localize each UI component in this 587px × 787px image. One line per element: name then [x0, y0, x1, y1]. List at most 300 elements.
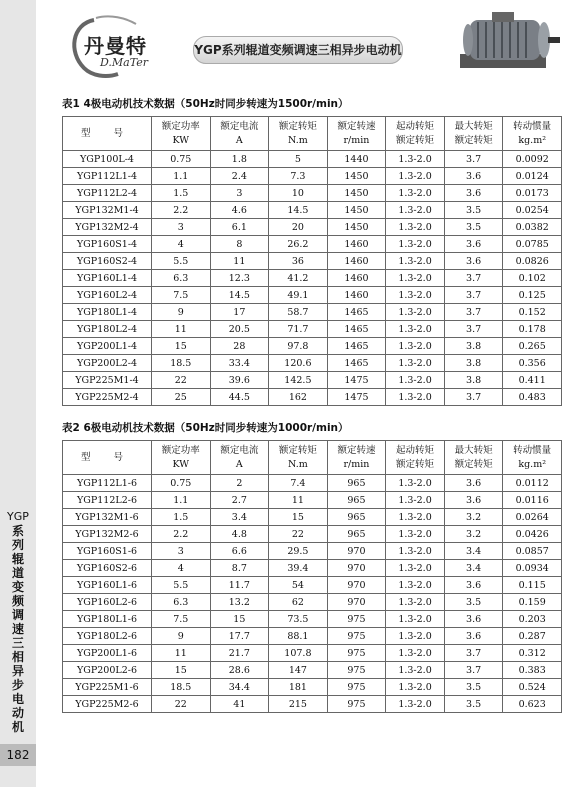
column-header-unit: kg.m² — [518, 458, 547, 470]
column-header-unit: 额定转矩 — [396, 458, 435, 470]
column-header — [444, 441, 503, 475]
value-cell: 162 — [269, 389, 328, 406]
value-cell: 10 — [269, 185, 328, 202]
value-cell: 970 — [327, 577, 386, 594]
value-cell: 36 — [269, 253, 328, 270]
motor-illustration-icon — [452, 10, 562, 76]
column-header-label: 型 号 — [80, 451, 134, 463]
table-row — [63, 236, 562, 253]
value-cell: 965 — [327, 509, 386, 526]
value-cell: 975 — [327, 696, 386, 713]
value-cell: 0.0785 — [503, 236, 562, 253]
value-cell: 17.7 — [210, 628, 269, 645]
column-header — [327, 441, 386, 475]
value-cell: 1.3-2.0 — [386, 355, 445, 372]
value-cell: 22 — [269, 526, 328, 543]
column-header-label: 额定电流 — [220, 120, 259, 132]
value-cell: 25 — [152, 389, 211, 406]
value-cell: 18.5 — [152, 355, 211, 372]
value-cell: 28 — [210, 338, 269, 355]
value-cell: 26.2 — [269, 236, 328, 253]
table-row — [63, 509, 562, 526]
value-cell: 21.7 — [210, 645, 269, 662]
model-cell: YGP112L2-4 — [63, 185, 152, 202]
model-cell: YGP160S1-4 — [63, 236, 152, 253]
value-cell: 107.8 — [269, 645, 328, 662]
value-cell: 39.6 — [210, 372, 269, 389]
value-cell: 22 — [152, 696, 211, 713]
model-cell: YGP132M2-4 — [63, 219, 152, 236]
value-cell: 3.4 — [444, 560, 503, 577]
value-cell: 3 — [152, 543, 211, 560]
value-cell: 71.7 — [269, 321, 328, 338]
value-cell: 3.6 — [444, 628, 503, 645]
model-cell: YGP112L1-4 — [63, 168, 152, 185]
column-header-label: 型 号 — [80, 127, 134, 139]
side-char: 电 — [11, 692, 24, 706]
model-cell: YGP160L2-6 — [63, 594, 152, 611]
column-header-label: 最大转矩 — [454, 444, 493, 456]
value-cell: 1465 — [327, 321, 386, 338]
value-cell: 4 — [152, 560, 211, 577]
side-char: 系 — [11, 524, 24, 538]
value-cell: 88.1 — [269, 628, 328, 645]
value-cell: 1475 — [327, 372, 386, 389]
value-cell: 975 — [327, 679, 386, 696]
value-cell: 0.312 — [503, 645, 562, 662]
value-cell: 0.0264 — [503, 509, 562, 526]
side-char: 辊 — [11, 552, 24, 566]
side-char: 动 — [11, 706, 24, 720]
value-cell: 3.7 — [444, 662, 503, 679]
value-cell: 1465 — [327, 304, 386, 321]
value-cell: 0.0826 — [503, 253, 562, 270]
value-cell: 1.3-2.0 — [386, 270, 445, 287]
value-cell: 0.203 — [503, 611, 562, 628]
value-cell: 0.0116 — [503, 492, 562, 509]
value-cell: 20.5 — [210, 321, 269, 338]
company-logo — [66, 12, 186, 82]
value-cell: 1.3-2.0 — [386, 475, 445, 492]
column-header-label: 额定电流 — [220, 444, 259, 456]
value-cell: 11.7 — [210, 577, 269, 594]
value-cell: 1.1 — [152, 492, 211, 509]
value-cell: 3.6 — [444, 168, 503, 185]
value-cell: 4 — [152, 236, 211, 253]
value-cell: 54 — [269, 577, 328, 594]
model-cell: YGP200L2-6 — [63, 662, 152, 679]
column-header-unit: 额定转矩 — [454, 134, 493, 146]
value-cell: 975 — [327, 611, 386, 628]
value-cell: 15 — [269, 509, 328, 526]
model-cell: YGP112L1-6 — [63, 475, 152, 492]
column-header — [63, 117, 152, 151]
table2-caption: 表2 6极电动机技术数据（50Hz时同步转速为1000r/min） — [62, 422, 349, 434]
column-header — [503, 117, 562, 151]
value-cell: 1465 — [327, 355, 386, 372]
column-header-unit: KW — [172, 134, 190, 146]
column-header-label: 额定功率 — [161, 444, 200, 456]
value-cell: 1.3-2.0 — [386, 253, 445, 270]
value-cell: 6.3 — [152, 594, 211, 611]
value-cell: 1.3-2.0 — [386, 185, 445, 202]
value-cell: 49.1 — [269, 287, 328, 304]
value-cell: 3.5 — [444, 202, 503, 219]
table-row — [63, 696, 562, 713]
value-cell: 3.7 — [444, 645, 503, 662]
value-cell: 0.411 — [503, 372, 562, 389]
value-cell: 1.3-2.0 — [386, 611, 445, 628]
value-cell: 7.3 — [269, 168, 328, 185]
side-code: YGP — [7, 510, 29, 523]
value-cell: 6.1 — [210, 219, 269, 236]
value-cell: 1.3-2.0 — [386, 202, 445, 219]
table-row — [63, 372, 562, 389]
model-cell: YGP200L2-4 — [63, 355, 152, 372]
value-cell: 5.5 — [152, 577, 211, 594]
value-cell: 0.524 — [503, 679, 562, 696]
value-cell: 0.0934 — [503, 560, 562, 577]
value-cell: 41.2 — [269, 270, 328, 287]
side-char: 步 — [11, 678, 24, 692]
model-cell: YGP200L1-6 — [63, 645, 152, 662]
value-cell: 2 — [210, 475, 269, 492]
value-cell: 3.8 — [444, 372, 503, 389]
value-cell: 970 — [327, 594, 386, 611]
value-cell: 3.7 — [444, 151, 503, 168]
value-cell: 965 — [327, 526, 386, 543]
value-cell: 1.3-2.0 — [386, 372, 445, 389]
column-header-unit: A — [235, 134, 243, 146]
value-cell: 3.6 — [444, 611, 503, 628]
value-cell: 3.7 — [444, 321, 503, 338]
column-header — [152, 117, 211, 151]
model-cell: YGP200L1-4 — [63, 338, 152, 355]
value-cell: 0.125 — [503, 287, 562, 304]
value-cell: 0.623 — [503, 696, 562, 713]
value-cell: 3.7 — [444, 389, 503, 406]
value-cell: 20 — [269, 219, 328, 236]
value-cell: 965 — [327, 475, 386, 492]
column-header-unit: 额定转矩 — [454, 458, 493, 470]
value-cell: 1.3-2.0 — [386, 526, 445, 543]
value-cell: 1.3-2.0 — [386, 321, 445, 338]
value-cell: 975 — [327, 645, 386, 662]
table-row — [63, 577, 562, 594]
column-header-unit: kg.m² — [518, 134, 547, 146]
value-cell: 3.2 — [444, 509, 503, 526]
value-cell: 3.7 — [444, 304, 503, 321]
value-cell: 12.3 — [210, 270, 269, 287]
value-cell: 58.7 — [269, 304, 328, 321]
value-cell: 9 — [152, 628, 211, 645]
value-cell: 1.3-2.0 — [386, 679, 445, 696]
model-cell: YGP225M1-4 — [63, 372, 152, 389]
side-char: 道 — [11, 566, 24, 580]
value-cell: 1465 — [327, 338, 386, 355]
value-cell: 2.2 — [152, 202, 211, 219]
value-cell: 1.3-2.0 — [386, 168, 445, 185]
page-title: YGP系列辊道变频调速三相异步电动机 — [193, 36, 403, 64]
table-row — [63, 287, 562, 304]
value-cell: 1.3-2.0 — [386, 628, 445, 645]
value-cell: 11 — [210, 253, 269, 270]
column-header-unit: KW — [172, 458, 190, 470]
table-row — [63, 270, 562, 287]
value-cell: 15 — [152, 338, 211, 355]
table-row — [63, 355, 562, 372]
value-cell: 0.152 — [503, 304, 562, 321]
value-cell: 17 — [210, 304, 269, 321]
table-row — [63, 151, 562, 168]
value-cell: 1.3-2.0 — [386, 509, 445, 526]
column-header — [210, 441, 269, 475]
value-cell: 0.287 — [503, 628, 562, 645]
value-cell: 0.383 — [503, 662, 562, 679]
value-cell: 0.356 — [503, 355, 562, 372]
table-row — [63, 645, 562, 662]
value-cell: 0.265 — [503, 338, 562, 355]
value-cell: 15 — [210, 611, 269, 628]
model-cell: YGP225M2-6 — [63, 696, 152, 713]
value-cell: 0.0112 — [503, 475, 562, 492]
value-cell: 0.0382 — [503, 219, 562, 236]
table-row — [63, 526, 562, 543]
column-header — [386, 117, 445, 151]
column-header-unit: N.m — [288, 458, 308, 470]
column-header — [386, 441, 445, 475]
logo-name: 丹曼特 — [84, 34, 147, 58]
value-cell: 0.115 — [503, 577, 562, 594]
column-header — [444, 117, 503, 151]
value-cell: 975 — [327, 662, 386, 679]
value-cell: 1.3-2.0 — [386, 577, 445, 594]
value-cell: 1.3-2.0 — [386, 151, 445, 168]
column-header-unit: r/min — [343, 134, 370, 146]
value-cell: 4.6 — [210, 202, 269, 219]
table-row — [63, 338, 562, 355]
value-cell: 1.5 — [152, 509, 211, 526]
value-cell: 1.3-2.0 — [386, 304, 445, 321]
table-row — [63, 253, 562, 270]
side-char: 异 — [11, 664, 24, 678]
model-cell: YGP132M1-6 — [63, 509, 152, 526]
value-cell: 0.102 — [503, 270, 562, 287]
table-header-row — [63, 441, 562, 475]
column-header — [269, 117, 328, 151]
table2 — [62, 440, 562, 713]
value-cell: 215 — [269, 696, 328, 713]
value-cell: 1.3-2.0 — [386, 662, 445, 679]
side-char: 列 — [11, 538, 24, 552]
value-cell: 970 — [327, 543, 386, 560]
table-row — [63, 185, 562, 202]
value-cell: 1.5 — [152, 185, 211, 202]
value-cell: 5.5 — [152, 253, 211, 270]
value-cell: 1450 — [327, 202, 386, 219]
value-cell: 11 — [269, 492, 328, 509]
side-char: 相 — [11, 650, 24, 664]
column-header — [503, 441, 562, 475]
value-cell: 5 — [269, 151, 328, 168]
value-cell: 1.3-2.0 — [386, 287, 445, 304]
table-row — [63, 628, 562, 645]
value-cell: 1475 — [327, 389, 386, 406]
value-cell: 1450 — [327, 168, 386, 185]
model-cell: YGP160L2-4 — [63, 287, 152, 304]
table-row — [63, 611, 562, 628]
value-cell: 975 — [327, 628, 386, 645]
value-cell: 0.178 — [503, 321, 562, 338]
value-cell: 3 — [210, 185, 269, 202]
value-cell: 3.6 — [444, 253, 503, 270]
table1-caption: 表1 4极电动机技术数据（50Hz时同步转速为1500r/min） — [62, 98, 349, 110]
value-cell: 1.3-2.0 — [386, 645, 445, 662]
side-char: 速 — [11, 622, 24, 636]
column-header-label: 起动转矩 — [396, 120, 435, 132]
model-cell: YGP225M2-4 — [63, 389, 152, 406]
value-cell: 2.4 — [210, 168, 269, 185]
value-cell: 11 — [152, 645, 211, 662]
model-cell: YGP180L2-6 — [63, 628, 152, 645]
table-row — [63, 304, 562, 321]
value-cell: 34.4 — [210, 679, 269, 696]
value-cell: 3.2 — [444, 526, 503, 543]
value-cell: 3.8 — [444, 338, 503, 355]
value-cell: 0.0426 — [503, 526, 562, 543]
column-header-label: 额定转矩 — [278, 444, 317, 456]
column-header-label: 最大转矩 — [454, 120, 493, 132]
value-cell: 29.5 — [269, 543, 328, 560]
value-cell: 13.2 — [210, 594, 269, 611]
model-cell: YGP160S2-4 — [63, 253, 152, 270]
value-cell: 14.5 — [269, 202, 328, 219]
value-cell: 147 — [269, 662, 328, 679]
value-cell: 44.5 — [210, 389, 269, 406]
value-cell: 8 — [210, 236, 269, 253]
value-cell: 39.4 — [269, 560, 328, 577]
table-row — [63, 321, 562, 338]
value-cell: 120.6 — [269, 355, 328, 372]
model-cell: YGP225M1-6 — [63, 679, 152, 696]
value-cell: 142.5 — [269, 372, 328, 389]
model-cell: YGP160S1-6 — [63, 543, 152, 560]
value-cell: 3.5 — [444, 594, 503, 611]
column-header-label: 转动惯量 — [513, 120, 552, 132]
value-cell: 22 — [152, 372, 211, 389]
side-char: 调 — [11, 608, 24, 622]
table-row — [63, 560, 562, 577]
value-cell: 3.4 — [210, 509, 269, 526]
value-cell: 1.3-2.0 — [386, 543, 445, 560]
value-cell: 62 — [269, 594, 328, 611]
column-header — [152, 441, 211, 475]
value-cell: 3.6 — [444, 492, 503, 509]
model-cell: YGP132M2-6 — [63, 526, 152, 543]
value-cell: 1460 — [327, 236, 386, 253]
value-cell: 1.3-2.0 — [386, 594, 445, 611]
value-cell: 97.8 — [269, 338, 328, 355]
value-cell: 1.3-2.0 — [386, 492, 445, 509]
value-cell: 2.2 — [152, 526, 211, 543]
value-cell: 0.0124 — [503, 168, 562, 185]
value-cell: 3.6 — [444, 185, 503, 202]
column-header-unit: N.m — [288, 134, 308, 146]
column-header — [63, 441, 152, 475]
model-cell: YGP100L-4 — [63, 151, 152, 168]
model-cell: YGP112L2-6 — [63, 492, 152, 509]
value-cell: 0.483 — [503, 389, 562, 406]
model-cell: YGP160L1-6 — [63, 577, 152, 594]
value-cell: 15 — [152, 662, 211, 679]
value-cell: 0.159 — [503, 594, 562, 611]
value-cell: 1450 — [327, 185, 386, 202]
value-cell: 970 — [327, 560, 386, 577]
value-cell: 1460 — [327, 270, 386, 287]
value-cell: 3.5 — [444, 696, 503, 713]
column-header-label: 额定功率 — [161, 120, 200, 132]
value-cell: 0.0254 — [503, 202, 562, 219]
table-row — [63, 219, 562, 236]
value-cell: 0.0092 — [503, 151, 562, 168]
value-cell: 28.6 — [210, 662, 269, 679]
value-cell: 965 — [327, 492, 386, 509]
value-cell: 1.3-2.0 — [386, 389, 445, 406]
value-cell: 1.3-2.0 — [386, 219, 445, 236]
value-cell: 3.5 — [444, 219, 503, 236]
value-cell: 0.0857 — [503, 543, 562, 560]
model-cell: YGP132M1-4 — [63, 202, 152, 219]
side-char: 频 — [11, 594, 24, 608]
model-cell: YGP160L1-4 — [63, 270, 152, 287]
value-cell: 1460 — [327, 253, 386, 270]
table-row — [63, 475, 562, 492]
table-row — [63, 594, 562, 611]
logo-script: D.MaTer — [100, 56, 148, 69]
table-row — [63, 202, 562, 219]
value-cell: 7.5 — [152, 287, 211, 304]
side-char: 变 — [11, 580, 24, 594]
value-cell: 33.4 — [210, 355, 269, 372]
column-header — [327, 117, 386, 151]
value-cell: 1.8 — [210, 151, 269, 168]
value-cell: 4.8 — [210, 526, 269, 543]
value-cell: 1450 — [327, 219, 386, 236]
value-cell: 3.7 — [444, 270, 503, 287]
column-header-label: 转动惯量 — [513, 444, 552, 456]
value-cell: 1.3-2.0 — [386, 560, 445, 577]
column-header-label: 额定转矩 — [278, 120, 317, 132]
table-row — [63, 168, 562, 185]
model-cell: YGP180L1-4 — [63, 304, 152, 321]
value-cell: 1.3-2.0 — [386, 696, 445, 713]
page-number: 182 — [0, 744, 36, 766]
value-cell: 6.3 — [152, 270, 211, 287]
value-cell: 73.5 — [269, 611, 328, 628]
value-cell: 8.7 — [210, 560, 269, 577]
column-header — [210, 117, 269, 151]
value-cell: 9 — [152, 304, 211, 321]
value-cell: 3.6 — [444, 236, 503, 253]
value-cell: 6.6 — [210, 543, 269, 560]
table-header-row — [63, 117, 562, 151]
value-cell: 18.5 — [152, 679, 211, 696]
value-cell: 3.6 — [444, 577, 503, 594]
column-header-label: 额定转速 — [337, 120, 376, 132]
table-row — [63, 679, 562, 696]
value-cell: 7.5 — [152, 611, 211, 628]
value-cell: 14.5 — [210, 287, 269, 304]
